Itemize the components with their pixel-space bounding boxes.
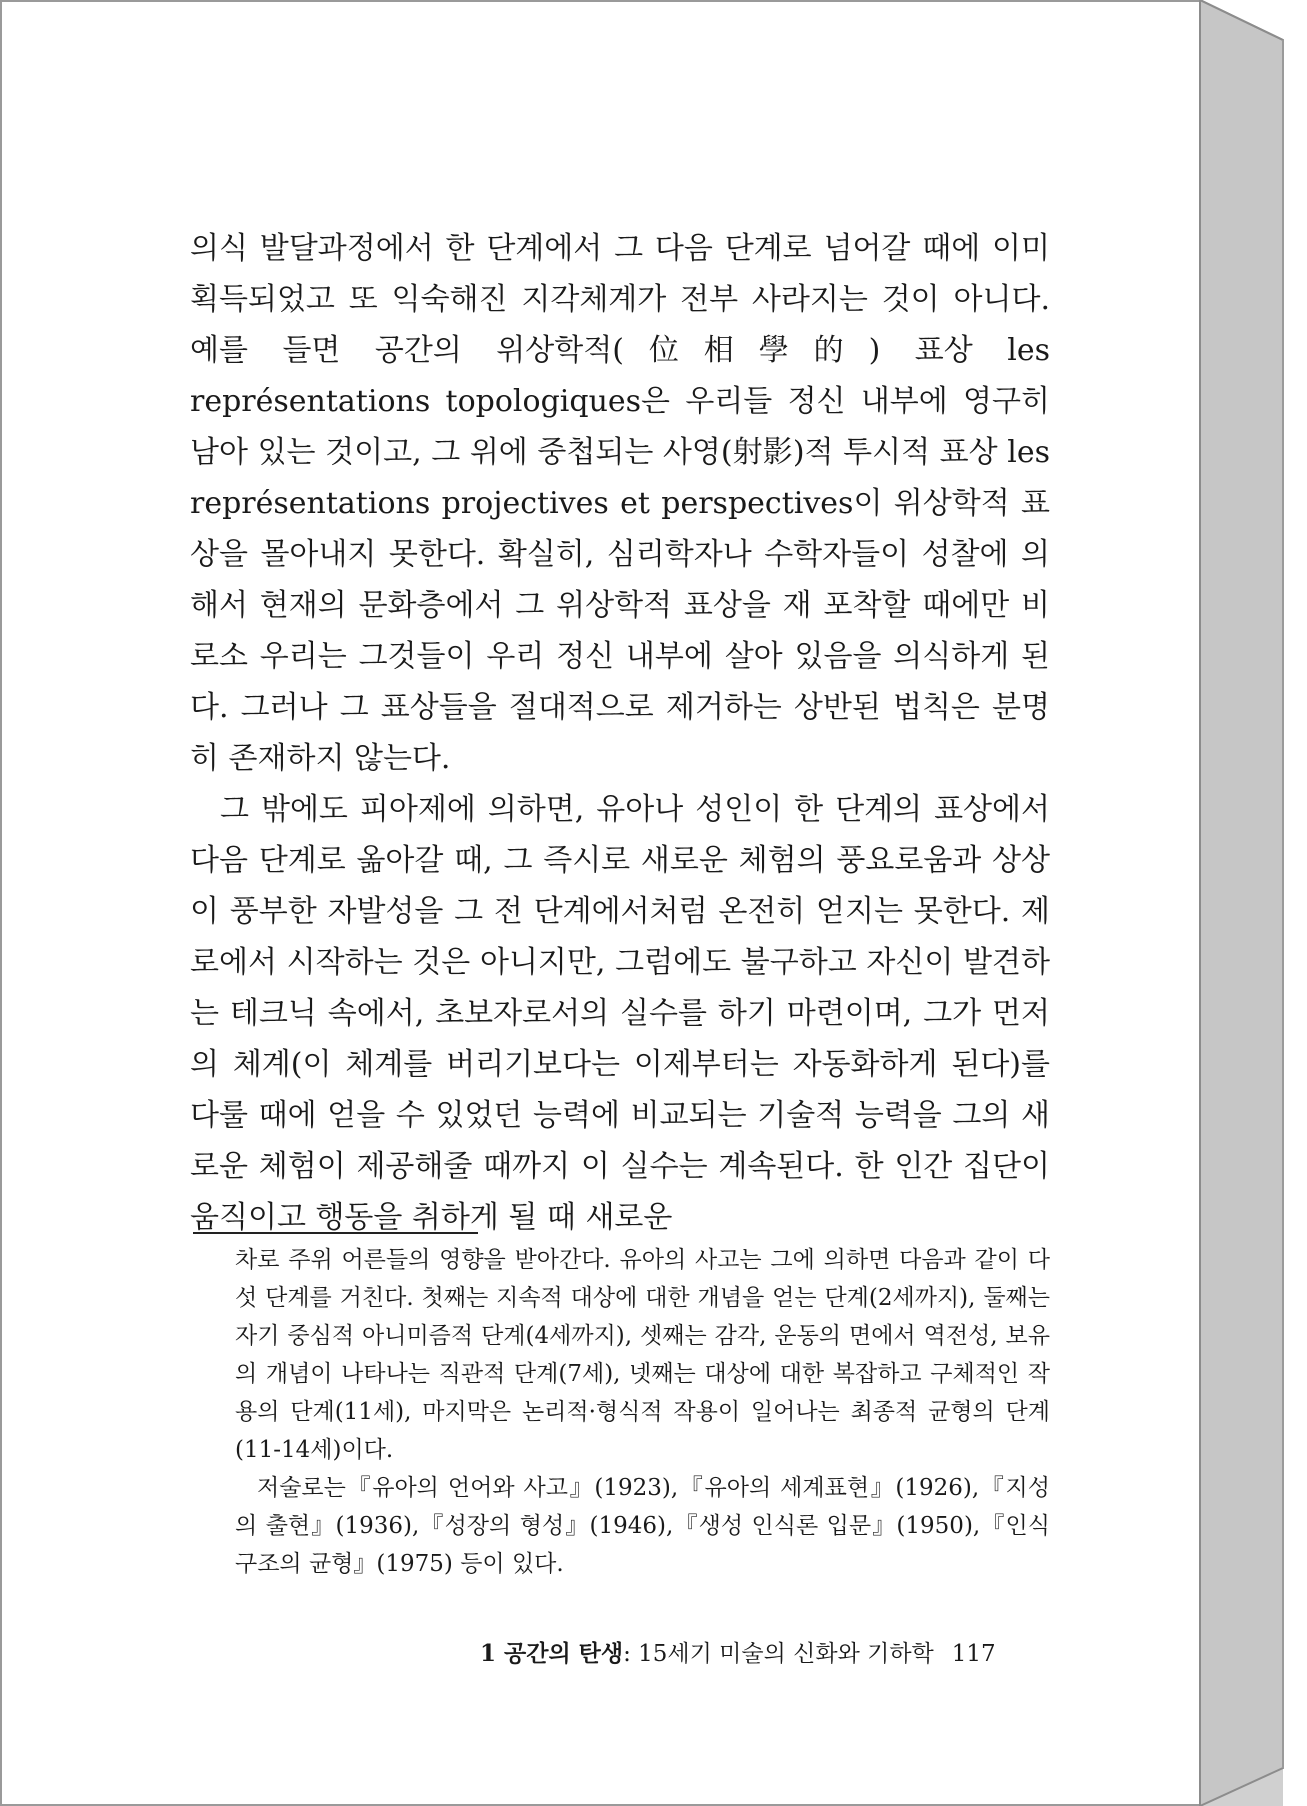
- main-body-text: [190, 223, 1050, 1243]
- body-paragraph-2: 그 밖에도 피아제에 의하면, 유아나 성인이 한 단계의 표상에서 다음 단계로 옮아갈 때, 그 즉시로 새로운 체험의 풍요로움과 상상이 풍부한 자발성을 그 전 단계에서처럼 온전히 얻지는 못한다. 제로에서 시작하는 것은 아니지만, 그럼에도 불구하고 자신이 발견하는 테크닉 속에서, 초보자로서의 실수를 하기 마련이며, 그가 먼저의 체계(이 체계를 버리기보다는 이제부터는 자동화하게 된다)를 다룰 때에 얻을 수 있었던 능력에 비교되는 기술적 능력을 그의 새로운 체험이 제공해줄 때까지 이 실수는 계속된다. 한 인간 집단이 움직이고 행동을 취하게 될 때 새로운: [190, 792, 1050, 1235]
- footer-chapter-title: 1 공간의 탄생: [480, 1640, 624, 1667]
- page-number: 117: [951, 1641, 996, 1667]
- footnote-paragraph-2: 저술로는『유아의 언어와 사고』(1923),『유아의 세계표현』(1926),『지성의 출현』(1936),『성장의 형성』(1946),『생성 인식론 입문』(1950),『인식구조의 균형』(1975) 등이 있다.: [235, 1475, 1050, 1577]
- footer-subtitle: : 15세기 미술의 신화와 기하학: [623, 1641, 934, 1667]
- body-paragraph-1: 의식 발달과정에서 한 단계에서 그 다음 단계로 넘어갈 때에 이미 획득되었고 또 익숙해진 지각체계가 전부 사라지는 것이 아니다. 예를 들면 공간의 위상학적(位相學的) 표상 les représentations topologiques은 우리들 정신 내부에 영구히 남아 있는 것이고, 그 위에 중첩되는 사영(射影)적 투시적 표상 les représentations projectives et perspectives이 위상학적 표상을 몰아내지 못한다. 확실히, 심리학자나 수학자들이 성찰에 의해서 현재의 문화층에서 그 위상학적 표상을 재 포착할 때에만 비로소 우리는 그것들이 우리 정신 내부에 살아 있음을 의식하게 된다. 그러나 그 표상들을 절대적으로 제거하는 상반된 법칙은 분명히 존재하지 않는다.: [190, 231, 1050, 776]
- footnote-paragraph-1: 차로 주위 어른들의 영향을 받아간다. 유아의 사고는 그에 의하면 다음과 같이 다섯 단계를 거친다. 첫째는 지속적 대상에 대한 개념을 얻는 단계(2세까지), 둘째는 자기 중심적 아니미즘적 단계(4세까지), 셋째는 감각, 운동의 면에서 역전성, 보유의 개념이 나타나는 직관적 단계(7세), 넷째는 대상에 대한 복잡하고 구체적인 작용의 단계(11세), 마지막은 논리적·형식적 작용이 일어나는 최종적 균형의 단계(11-14세)이다.: [235, 1247, 1050, 1463]
- footnote-divider: [193, 1232, 478, 1234]
- footnote-text: [235, 1241, 1050, 1583]
- running-footer: [480, 1635, 1020, 1668]
